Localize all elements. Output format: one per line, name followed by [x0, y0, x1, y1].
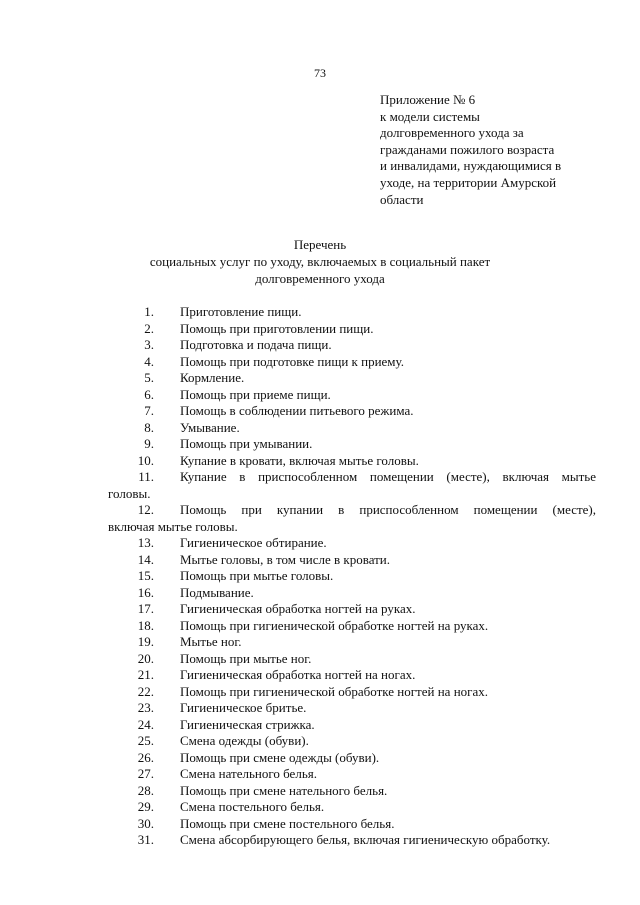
- list-item-text: Помощь при мытье ног.: [180, 650, 312, 666]
- list-item: [0, 816, 640, 833]
- list-item-text: Смена постельного белья.: [180, 799, 325, 814]
- list-item: [0, 552, 640, 569]
- list-item-text: Подмывание.: [180, 584, 254, 600]
- list-item-text: Смена абсорбирующего белья, включая гигиеническую обработку.: [180, 832, 551, 847]
- list-item-number: 19.: [137, 634, 154, 649]
- list-item-number: 6.: [144, 386, 154, 402]
- list-item-number: 25.: [137, 733, 154, 748]
- list-item: [0, 634, 640, 651]
- list-item-number: 3.: [144, 337, 154, 352]
- list-item-text: Умывание.: [180, 419, 240, 435]
- list-item: [0, 453, 640, 470]
- list-item-number: 11.: [138, 469, 154, 484]
- appendix-line: уходе, на территории Амурской: [380, 174, 557, 190]
- list-item: [0, 354, 640, 371]
- list-item-number: 13.: [137, 535, 154, 550]
- list-item-text: Помощь при мытье головы.: [180, 568, 334, 583]
- list-item-number: 16.: [137, 584, 154, 600]
- list-item: [0, 403, 640, 420]
- list-item-number: 27.: [137, 766, 154, 781]
- list-item-number: 23.: [137, 700, 154, 715]
- list-item-text: Подготовка и подача пищи.: [180, 337, 332, 352]
- appendix-line: области: [380, 191, 424, 207]
- list-item: [0, 337, 640, 354]
- list-item: [0, 469, 640, 502]
- list-item-number: 9.: [144, 436, 154, 451]
- list-item-text: Мытье ног.: [180, 634, 242, 649]
- list-item-number: 30.: [137, 815, 154, 831]
- appendix-line: долговременного ухода за: [380, 125, 524, 141]
- appendix-line: и инвалидами, нуждающимися в: [380, 158, 562, 174]
- list-item: [0, 618, 640, 635]
- list-item-number: 12.: [137, 502, 154, 517]
- list-item: [0, 799, 640, 816]
- list-item-text: Помощь при купании в приспособленном помещении (месте),: [180, 502, 596, 517]
- title-subheading-cont: долговременного ухода: [255, 271, 385, 286]
- list-item-text: Помощь при приготовлении пищи.: [180, 320, 374, 336]
- list-item-number: 26.: [137, 749, 154, 765]
- list-item: [0, 717, 640, 734]
- list-item-number: 17.: [137, 601, 154, 616]
- list-item: [0, 733, 640, 750]
- list-item-number: 24.: [137, 716, 154, 732]
- list-item: [0, 387, 640, 404]
- list-item: [0, 832, 640, 849]
- list-item-number: 21.: [137, 667, 154, 682]
- list-item-text: Помощь при приеме пищи.: [180, 386, 331, 402]
- list-item-text: Помощь при умывании.: [180, 436, 313, 451]
- list-item-text: Помощь при гигиенической обработке ногтей на ногах.: [180, 683, 489, 699]
- appendix-line: Приложение № 6: [380, 92, 476, 107]
- appendix-line: к модели системы: [380, 108, 480, 124]
- list-item-number: 31.: [137, 832, 154, 847]
- list-item: [0, 684, 640, 701]
- list-item-text-continued: включая мытье головы.: [108, 518, 238, 534]
- list-item-number: 4.: [144, 353, 154, 369]
- list-item-text: Помощь при смене одежды (обуви).: [180, 749, 380, 765]
- list-item-text: Помощь в соблюдении питьевого режима.: [180, 403, 414, 418]
- list-item: [0, 585, 640, 602]
- list-item-text: Приготовление пищи.: [180, 304, 302, 319]
- list-item-text: Помощь при смене постельного белья.: [180, 815, 395, 831]
- list-item-text: Гигиеническая обработка ногтей на ногах.: [180, 667, 416, 682]
- list-item: [0, 766, 640, 783]
- list-item-number: 20.: [137, 650, 154, 666]
- services-list: [0, 304, 640, 849]
- list-item-number: 14.: [137, 551, 154, 567]
- list-item-number: 15.: [137, 568, 154, 583]
- list-item: [0, 321, 640, 338]
- list-item: [0, 783, 640, 800]
- list-item: [0, 568, 640, 585]
- list-item: [0, 651, 640, 668]
- list-item-text: Гигиеническая обработка ногтей на руках.: [180, 601, 416, 616]
- list-item-text: Помощь при подготовке пищи к приему.: [180, 353, 404, 369]
- list-item-number: 5.: [144, 370, 154, 385]
- list-item-text: Купание в кровати, включая мытье головы.: [180, 452, 419, 468]
- list-item-text: Кормление.: [180, 370, 245, 385]
- list-item-number: 28.: [137, 782, 154, 798]
- list-item-number: 22.: [137, 683, 154, 699]
- list-item-text: Помощь при гигиенической обработке ногтей на руках.: [180, 617, 489, 633]
- list-item-text: Гигиеническая стрижка.: [180, 716, 315, 732]
- appendix-line: гражданами пожилого возраста: [380, 141, 555, 157]
- list-item-text: Помощь при смене нательного белья.: [180, 782, 388, 798]
- list-item-number: 8.: [144, 419, 154, 435]
- list-item-text: Гигиеническое бритье.: [180, 700, 307, 715]
- list-item: [0, 750, 640, 767]
- list-item: [0, 601, 640, 618]
- list-item-number: 1.: [144, 304, 154, 319]
- list-item-text: Купание в приспособленном помещении (месте), включая мытье: [180, 469, 596, 484]
- list-item: [0, 304, 640, 321]
- appendix-block: [380, 92, 610, 208]
- list-item-number: 29.: [137, 799, 154, 814]
- list-item: [0, 370, 640, 387]
- list-item-text-continued: головы.: [108, 485, 151, 501]
- list-item-text: Гигиеническое обтирание.: [180, 535, 327, 550]
- list-item-number: 18.: [137, 617, 154, 633]
- list-item-text: Мытье головы, в том числе в кровати.: [180, 551, 391, 567]
- list-item-number: 10.: [137, 452, 154, 468]
- page-number: 73: [314, 66, 326, 80]
- list-item: [0, 502, 640, 535]
- document-title: [0, 236, 640, 287]
- list-item-number: 7.: [144, 403, 154, 418]
- title-subheading: социальных услуг по уходу, включаемых в социальный пакет: [149, 254, 491, 269]
- title-heading: Перечень: [293, 237, 347, 252]
- list-item: [0, 700, 640, 717]
- list-item: [0, 667, 640, 684]
- list-item-text: Смена нательного белья.: [180, 766, 317, 781]
- list-item: [0, 535, 640, 552]
- list-item-number: 2.: [144, 320, 154, 336]
- list-item: [0, 420, 640, 437]
- list-item: [0, 436, 640, 453]
- list-item-text: Смена одежды (обуви).: [180, 733, 309, 748]
